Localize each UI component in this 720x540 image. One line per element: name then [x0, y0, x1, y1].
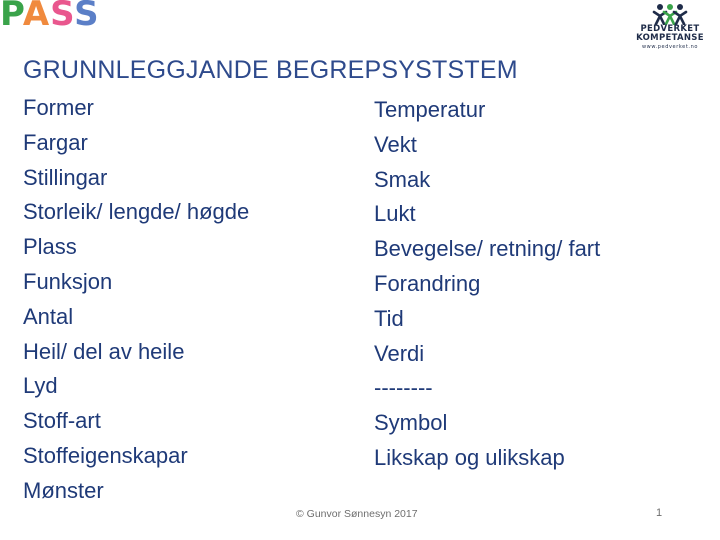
copyright-footer: © Gunvor Sønnesyn 2017	[296, 508, 418, 520]
brand-name-line1: PEDVERKET	[640, 24, 700, 34]
logo-letter: P	[0, 0, 23, 34]
pass-logo	[0, 0, 100, 34]
logo-letter: S	[50, 0, 75, 34]
list-item: Funksjon	[23, 268, 113, 294]
list-item: Lyd	[23, 373, 58, 399]
pedverket-logo	[629, 3, 711, 50]
list-item: Antal	[23, 303, 74, 329]
list-item: Former	[23, 95, 94, 120]
concept-list-right	[374, 95, 600, 478]
concept-list-left	[23, 93, 249, 511]
list-item: Stoffeigenskapar	[23, 442, 188, 468]
list-item: Heil/ del av heile	[23, 338, 185, 364]
people-icon	[652, 3, 688, 25]
list-item: Plass	[23, 234, 77, 260]
list-item: Stoff-art	[23, 408, 101, 434]
logo-letter: S	[74, 0, 100, 34]
list-item: Mønster	[23, 477, 104, 503]
list-item: Bevegelse/ retning/ fart	[374, 236, 601, 262]
list-item: Verdi	[374, 340, 425, 366]
list-separator: --------	[374, 375, 433, 401]
list-item: Tid	[374, 305, 404, 331]
list-item: Fargar	[23, 129, 88, 155]
list-item: Storleik/ lengde/ høgde	[23, 199, 250, 225]
list-item: Vekt	[374, 131, 417, 157]
list-item: Smak	[374, 166, 431, 192]
brand-url: www.pedverket.no	[641, 44, 699, 50]
logo-letter: A	[22, 0, 51, 34]
brand-name-line2: KOMPETANSE	[636, 33, 704, 43]
list-item: Temperatur	[374, 97, 486, 122]
list-item: Lukt	[374, 201, 416, 227]
list-item: Likskap og ulikskap	[374, 444, 565, 470]
list-item: Stillingar	[23, 164, 108, 190]
page-number: 1	[656, 507, 663, 519]
list-item: Symbol	[374, 410, 448, 436]
slide-title: GRUNNLEGGJANDE BEGREPSYSTSTEM	[23, 56, 518, 84]
list-item: Forandring	[374, 270, 481, 296]
